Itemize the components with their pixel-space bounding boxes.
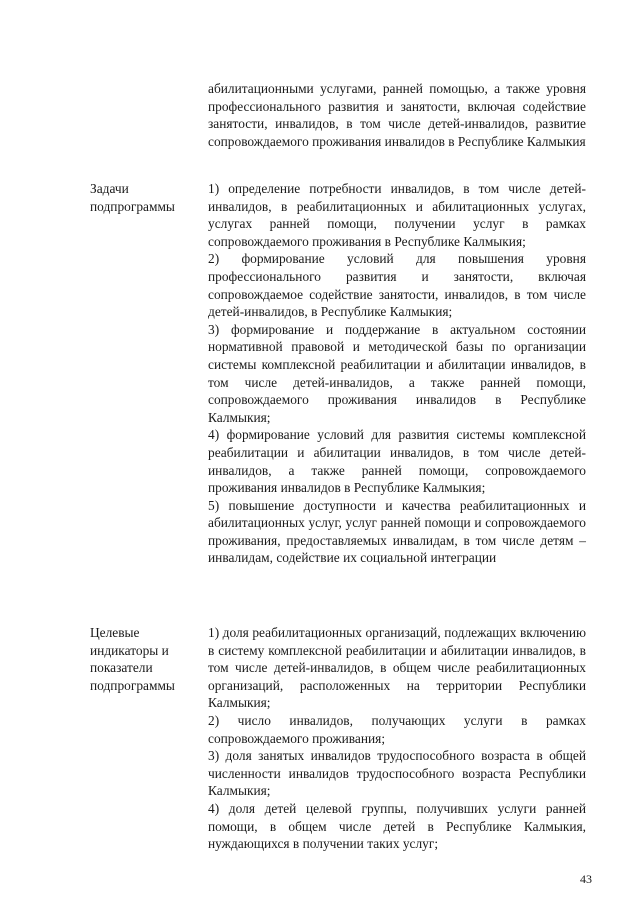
tasks-label: Задачи подпрограммы [90,181,175,214]
task-item: 4) формирование условий для развития системы комплексной реабилитации и абилитации инвалидов, в том числе детей-инвалидов, а также ранней помощи, сопровождаемого проживания инвалидов в Республике Калмыкия; [208,427,586,496]
task-item: 2) формирование условий для повышения уровня профессионального развития и занятости, включая сопровождаемое содействие занятости, инвалидов, в том числе детей-инвалидов, в Республике Калмыкия; [208,251,586,320]
indicators-content [208,624,586,853]
intro-content [208,80,586,150]
indicators-label: Целевые индикаторы и показатели подпрограммы [90,625,175,693]
tasks-content [208,180,586,567]
page-number: 43 [580,872,592,886]
task-item: 1) определение потребности инвалидов, в том числе детей-инвалидов, в реабилитационных и абилитационных услугах, услугах ранней помощи, получении услуг в рамках сопровождаемого проживания в Республике Калмыкия; [208,181,586,249]
indicator-item: 1) доля реабилитационных организаций, подлежащих включению в систему комплексной реабилитации и абилитации инвалидов, в том числе детей-инвалидов, в общем числе реабилитационных организаций, расположенных на территории Республики Калмыкия; [208,625,586,711]
task-item: 3) формирование и поддержание в актуальном состоянии нормативной правовой и методической базы по организации системы комплексной реабилитации и абилитации инвалидов, в том числе детей-инвалидов, а также ранней помощи, сопровождаемого проживания инвалидов в Республике Калмыкия; [208,321,586,425]
intro-text: абилитационными услугами, ранней помощью, а также уровня профессионального развития и занятости, включая содействие занятости, инвалидов, в том числе детей-инвалидов, развитие сопровождаемого проживания инвалидов в Республике Калмыкия [208,81,586,149]
indicator-item: 4) доля детей целевой группы, получивших услуги ранней помощи, в общем числе детей в Республике Калмыкия, нуждающихся в получении таких услуг; [208,800,586,852]
task-item: 5) повышение доступности и качества реабилитационных и абилитационных услуг, услуг ранней помощи и сопровождаемого проживания, предоставляемых инвалидам, в том числе детям – инвалидам, содействие их социальной интеграции [208,497,586,566]
indicator-item: 3) доля занятых инвалидов трудоспособного возраста в общей численности инвалидов трудоспособного возраста Республики Калмыкия; [208,748,586,799]
indicator-item: 2) число инвалидов, получающих услуги в рамках сопровождаемого проживания; [208,712,586,746]
